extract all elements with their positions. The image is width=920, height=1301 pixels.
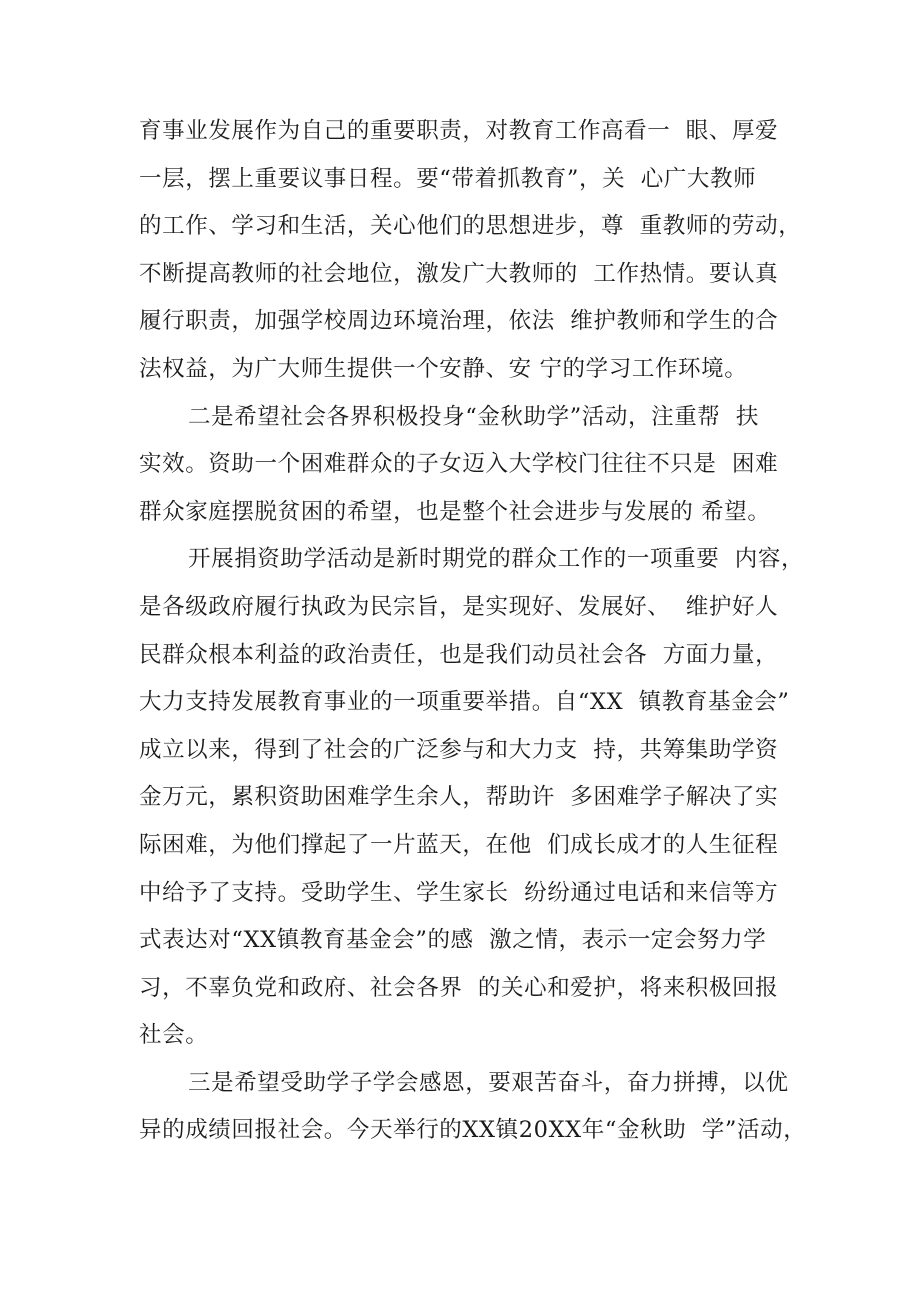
text-line: 异的成绩回报社会。今天举行的XX镇20XX年“金秋助 学”活动，: [139, 1117, 807, 1144]
text-line: 际困难，为他们撑起了一片蓝天，在他 们成长成才的人生征程: [139, 831, 779, 858]
text-line: 中给予了支持。受助学生、学生家长 纷纷通过电话和来信等方: [139, 879, 779, 906]
para-fundraising: [139, 536, 819, 1060]
text-line: 是各级政府履行执政为民宗旨，是实现好、发展好、 维护好人: [139, 593, 779, 620]
text-line: 不断提高教师的社会地位，激发广大教师的 工作热情。要认真: [139, 260, 779, 287]
text-line: 二是希望社会各界积极投身“金秋助学”活动，注重帮 扶: [188, 403, 760, 430]
para-responsibility-continued: [139, 108, 819, 394]
para-point-two: [139, 394, 819, 537]
text-line: 民群众根本利益的政治责任，也是我们动员社会各 方面力量，: [139, 641, 779, 668]
text-line: 习，不辜负党和政府、社会各界 的关心和爱护，将来积极回报: [139, 974, 779, 1001]
text-line: 一层，摆上重要议事日程。要“带着抓教育”，关 心广大教师: [139, 165, 757, 192]
text-line: 社会。: [139, 1022, 209, 1049]
text-line: 式表达对“XX镇教育基金会”的感 激之情，表示一定会努力学: [139, 927, 767, 954]
text-line: 大力支持发展教育事业的一项重要举措。自“XX 镇教育基金会”: [139, 689, 790, 716]
document-body: [139, 108, 819, 1155]
text-line: 履行职责，加强学校周边环境治理，依法 维护教师和学生的合: [139, 308, 779, 335]
para-point-three: [139, 1060, 819, 1155]
text-line: 育事业发展作为自己的重要职责，对教育工作高看一 眼、厚爱: [139, 118, 779, 144]
text-line: 金万元，累积资助困难学生余人，帮助许 多困难学子解决了实: [139, 784, 779, 811]
text-line: 开展捐资助学活动是新时期党的群众工作的一项重要 内容，: [188, 546, 805, 573]
text-line: 的工作、学习和生活，关心他们的思想进步，尊 重教师的劳动，: [139, 213, 802, 240]
text-line: 成立以来，得到了社会的广泛参与和大力支 持，共筹集助学资: [139, 736, 779, 763]
text-line: 实效。资助一个困难群众的子女迈入大学校门往往不只是 困难: [139, 451, 779, 478]
text-line: 群众家庭摆脱贫困的希望，也是整个社会进步与发展的 希望。: [139, 498, 771, 525]
text-line: 三是希望受助学子学会感恩，要艰苦奋斗，奋力拼搏，以优: [188, 1069, 789, 1096]
text-line: 法权益，为广大师生提供一个安静、安 宁的学习工作环境。: [139, 355, 748, 382]
